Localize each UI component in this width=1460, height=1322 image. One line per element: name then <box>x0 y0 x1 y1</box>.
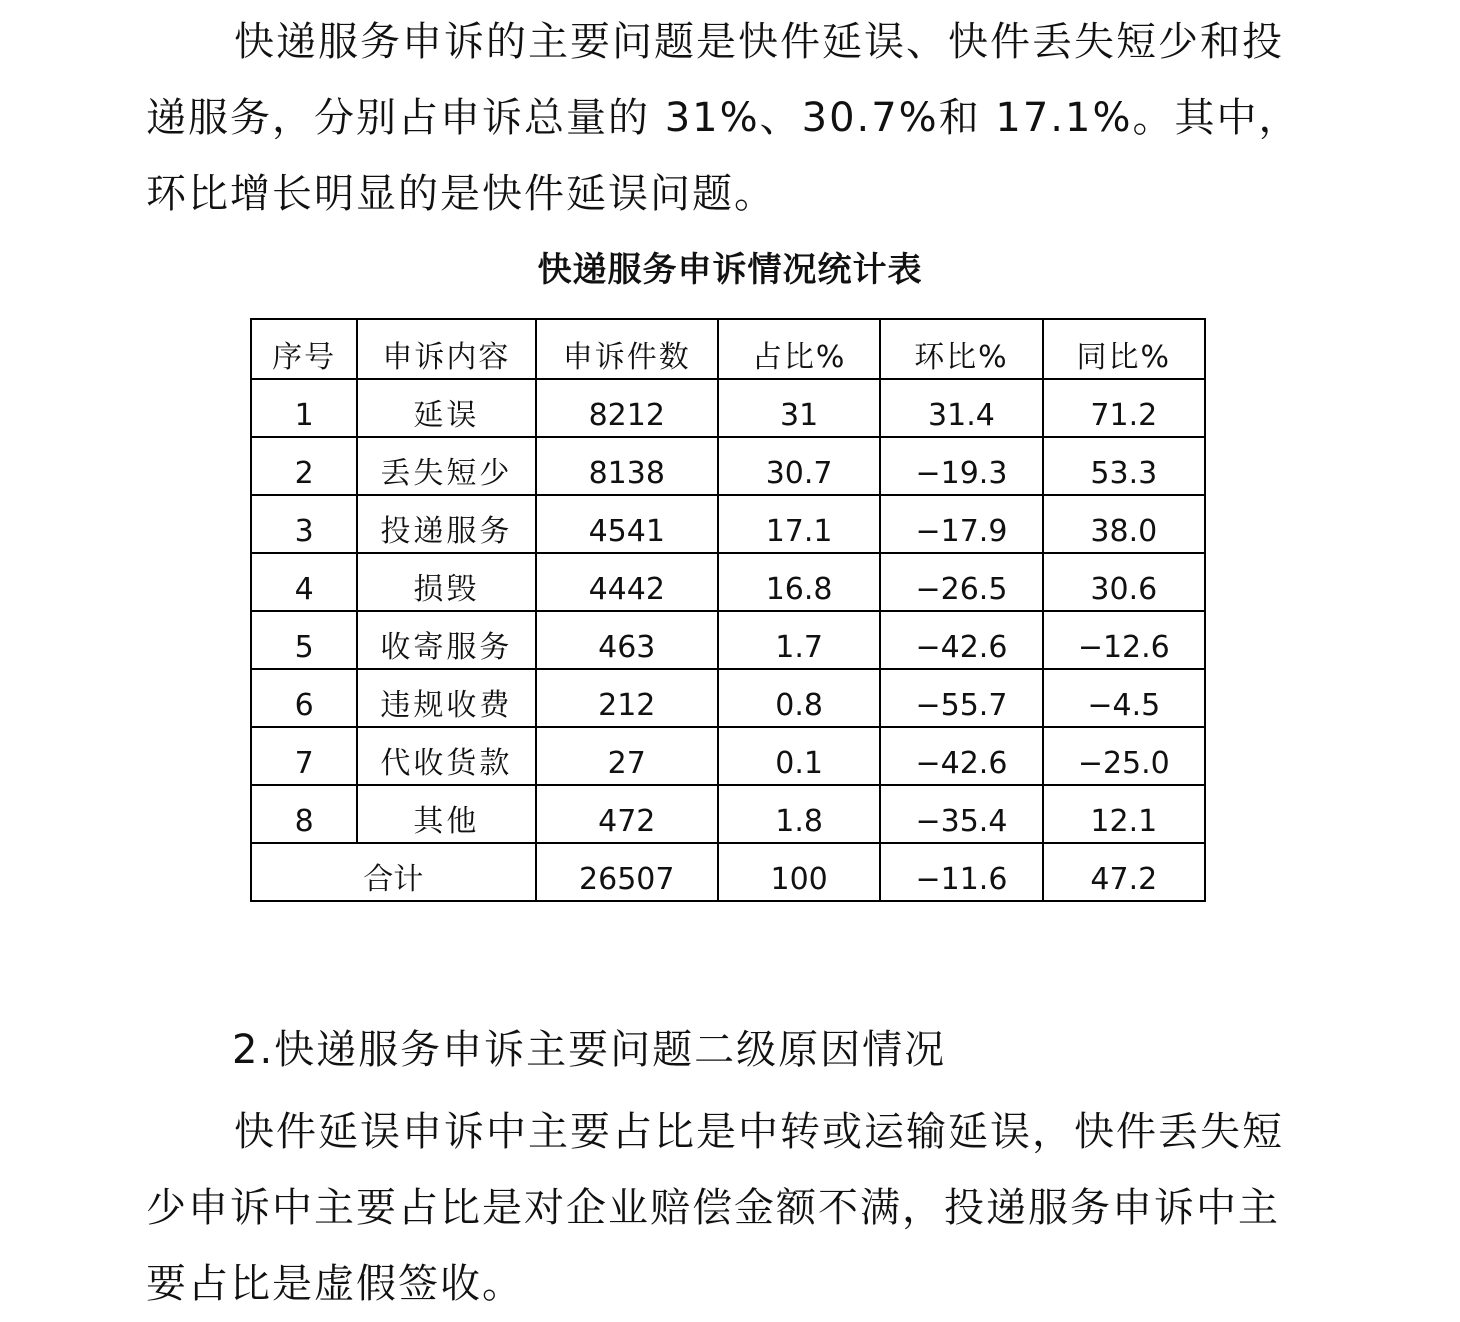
section-paragraph: 快件延误申诉中主要占比是中转或运输延误，快件丢失短少申诉中主要占比是对企业赔偿金额不满，投递服务申诉中主要占比是虚假签收。 <box>146 1109 1284 1307</box>
cell-count: 472 <box>536 785 718 843</box>
cell-mom: 31.4 <box>880 379 1042 437</box>
cell-share: 1.8 <box>718 785 880 843</box>
cell-yoy: 71.2 <box>1043 379 1205 437</box>
cell-content: 损毁 <box>357 553 535 611</box>
header-no: 序号 <box>251 319 357 379</box>
cell-no: 1 <box>251 379 357 437</box>
cell-share: 30.7 <box>718 437 880 495</box>
cell-content: 其他 <box>357 785 535 843</box>
cell-share: 1.7 <box>718 611 880 669</box>
header-yoy: 同比% <box>1043 319 1205 379</box>
cell-mom: −35.4 <box>880 785 1042 843</box>
cell-yoy: 30.6 <box>1043 553 1205 611</box>
cell-count: 212 <box>536 669 718 727</box>
total-share: 100 <box>718 843 880 901</box>
cell-content: 延误 <box>357 379 535 437</box>
cell-yoy: 38.0 <box>1043 495 1205 553</box>
cell-no: 4 <box>251 553 357 611</box>
table-row <box>251 669 1205 727</box>
header-content: 申诉内容 <box>357 319 535 379</box>
cell-mom: −26.5 <box>880 553 1042 611</box>
cell-yoy: −4.5 <box>1043 669 1205 727</box>
header-mom: 环比% <box>880 319 1042 379</box>
table-row <box>251 785 1205 843</box>
cell-content: 丢失短少 <box>357 437 535 495</box>
cell-content: 投递服务 <box>357 495 535 553</box>
cell-yoy: −12.6 <box>1043 611 1205 669</box>
cell-content: 违规收费 <box>357 669 535 727</box>
intro-paragraph: 快递服务申诉的主要问题是快件延误、快件丢失短少和投递服务，分别占申诉总量的 31%、30.7%和 17.1%。其中，环比增长明显的是快件延误问题。 <box>146 19 1301 217</box>
table-header-row <box>251 319 1205 379</box>
table-row <box>251 727 1205 785</box>
cell-content: 代收货款 <box>357 727 535 785</box>
total-mom: −11.6 <box>880 843 1042 901</box>
cell-count: 8138 <box>536 437 718 495</box>
cell-no: 2 <box>251 437 357 495</box>
cell-share: 16.8 <box>718 553 880 611</box>
cell-content: 收寄服务 <box>357 611 535 669</box>
cell-count: 4541 <box>536 495 718 553</box>
header-count: 申诉件数 <box>536 319 718 379</box>
table-title: 快递服务申诉情况统计表 <box>537 250 923 290</box>
table-row <box>251 495 1205 553</box>
table-row <box>251 611 1205 669</box>
cell-no: 7 <box>251 727 357 785</box>
cell-share: 31 <box>718 379 880 437</box>
table-row <box>251 437 1205 495</box>
cell-yoy: −25.0 <box>1043 727 1205 785</box>
cell-no: 8 <box>251 785 357 843</box>
cell-yoy: 53.3 <box>1043 437 1205 495</box>
cell-mom: −17.9 <box>880 495 1042 553</box>
header-share: 占比% <box>718 319 880 379</box>
cell-no: 3 <box>251 495 357 553</box>
complaint-stats-table <box>250 318 1206 902</box>
cell-mom: −42.6 <box>880 611 1042 669</box>
cell-mom: −19.3 <box>880 437 1042 495</box>
total-count: 26507 <box>536 843 718 901</box>
cell-count: 27 <box>536 727 718 785</box>
cell-count: 463 <box>536 611 718 669</box>
table-row <box>251 553 1205 611</box>
cell-share: 0.8 <box>718 669 880 727</box>
total-label: 合计 <box>251 843 536 901</box>
cell-count: 8212 <box>536 379 718 437</box>
cell-share: 17.1 <box>718 495 880 553</box>
cell-no: 6 <box>251 669 357 727</box>
total-yoy: 47.2 <box>1043 843 1205 901</box>
section-heading: 2.快递服务申诉主要问题二级原因情况 <box>232 1027 947 1073</box>
cell-yoy: 12.1 <box>1043 785 1205 843</box>
cell-share: 0.1 <box>718 727 880 785</box>
table-row <box>251 379 1205 437</box>
table-total-row <box>251 843 1205 901</box>
cell-no: 5 <box>251 611 357 669</box>
cell-mom: −42.6 <box>880 727 1042 785</box>
cell-count: 4442 <box>536 553 718 611</box>
cell-mom: −55.7 <box>880 669 1042 727</box>
